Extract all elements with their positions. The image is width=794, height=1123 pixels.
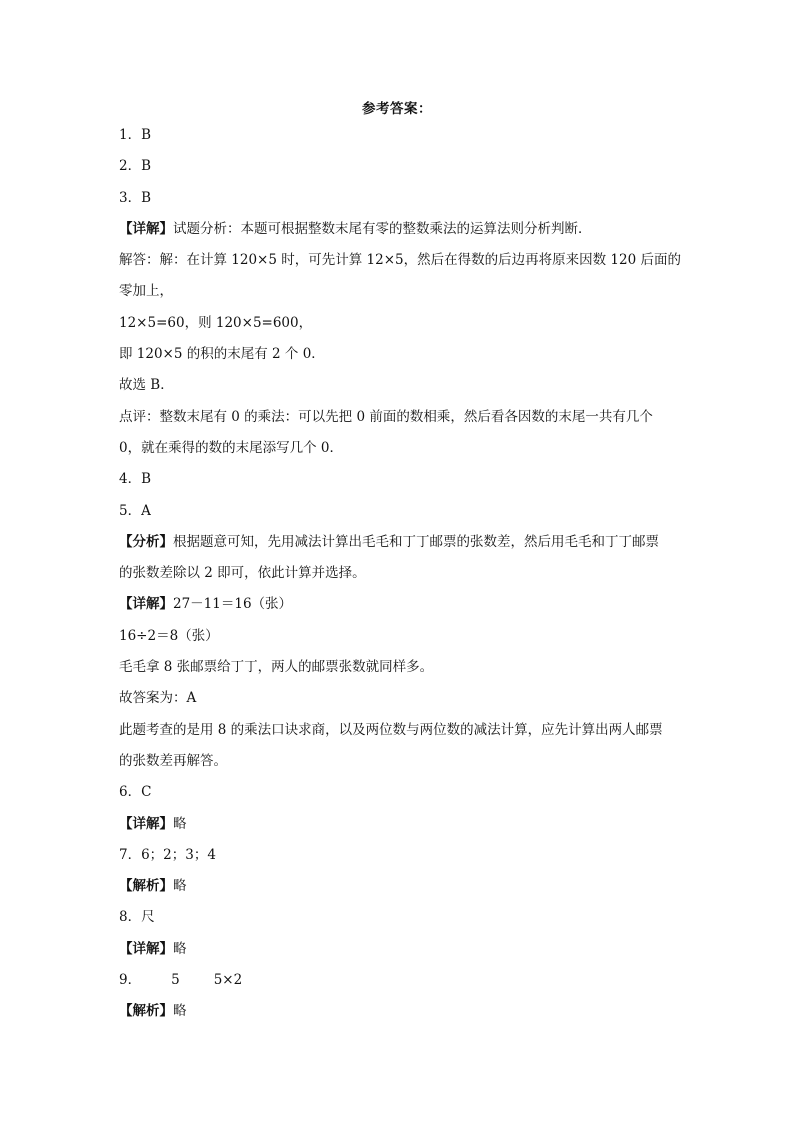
section-tag: 【分析】 bbox=[119, 533, 173, 550]
answer-line bbox=[119, 965, 679, 996]
answer-line: 点评：整数末尾有 0 的乘法：可以先把 0 前面的数相乘，然后看各因数的末尾一共有几个 bbox=[119, 408, 653, 425]
answer-content bbox=[119, 120, 679, 1028]
answer-line: 5．A bbox=[119, 502, 151, 519]
explanation-line bbox=[119, 589, 679, 620]
section-tag: 【详解】 bbox=[119, 815, 173, 832]
answer-line: 16÷2＝8（张） bbox=[119, 627, 219, 644]
answer-line: 毛毛拿 8 张邮票给丁丁，两人的邮票张数就同样多。 bbox=[119, 659, 434, 676]
answer-line: 故答案为：A bbox=[119, 690, 197, 707]
blank-answer: 5 bbox=[171, 972, 180, 989]
answer-line: 7．6；2；3；4 bbox=[119, 846, 216, 863]
section-tag: 【解析】 bbox=[119, 878, 173, 895]
answer-line: 故选 B． bbox=[119, 377, 174, 394]
explanation-line bbox=[119, 809, 679, 840]
answer-line: 0，就在乘得的数的末尾添写几个 0． bbox=[119, 439, 343, 456]
explanation-text: 略 bbox=[173, 815, 187, 832]
answer-line: 的张数差除以 2 即可，依此计算并选择。 bbox=[119, 565, 366, 582]
explanation-text: 27－11＝16（张） bbox=[173, 596, 293, 613]
question-number: 9． bbox=[119, 972, 142, 989]
explanation-text: 略 bbox=[173, 940, 187, 957]
answer-line: 3．B bbox=[119, 189, 152, 206]
blank-answer: 5×2 bbox=[213, 972, 243, 989]
answer-line: 解答：解：在计算 120×5 时，可先计算 12×5，然后在得数的后边再将原来因数 120 后面的 bbox=[119, 252, 681, 269]
answer-line: 1．B bbox=[119, 127, 152, 143]
answer-line: 6．C bbox=[119, 784, 152, 801]
explanation-line bbox=[119, 996, 679, 1027]
answer-line: 零加上， bbox=[119, 283, 173, 300]
section-tag: 【详解】 bbox=[119, 596, 173, 613]
answer-line: 此题考查的是用 8 的乘法口诀求商，以及两位数与两位数的减法计算，应先计算出两人邮票 bbox=[119, 721, 663, 738]
answer-line: 12×5=60，则 120×5=600， bbox=[119, 314, 313, 331]
explanation-text: 略 bbox=[173, 878, 187, 895]
explanation-line bbox=[119, 934, 679, 965]
answer-line: 的张数差再解答。 bbox=[119, 752, 227, 769]
explanation-line bbox=[119, 527, 679, 558]
explanation-text: 根据题意可知，先用减法计算出毛毛和丁丁邮票的张数差，然后用毛毛和丁丁邮票 bbox=[173, 533, 659, 550]
page-title: 参考答案： bbox=[362, 101, 432, 117]
section-tag: 【详解】 bbox=[119, 220, 173, 237]
explanation-line bbox=[119, 214, 679, 245]
explanation-text: 略 bbox=[173, 1003, 187, 1020]
section-tag: 【解析】 bbox=[119, 1003, 173, 1020]
section-tag: 【详解】 bbox=[119, 940, 173, 957]
answer-line: 4．B bbox=[119, 471, 152, 488]
answer-line: 即 120×5 的积的末尾有 2 个 0． bbox=[119, 346, 325, 363]
answer-line: 2．B bbox=[119, 158, 152, 175]
explanation-text: 试题分析：本题可根据整数末尾有零的整数乘法的运算法则分析判断． bbox=[173, 220, 592, 237]
explanation-line bbox=[119, 871, 679, 902]
answer-line: 8．尺 bbox=[119, 909, 155, 926]
